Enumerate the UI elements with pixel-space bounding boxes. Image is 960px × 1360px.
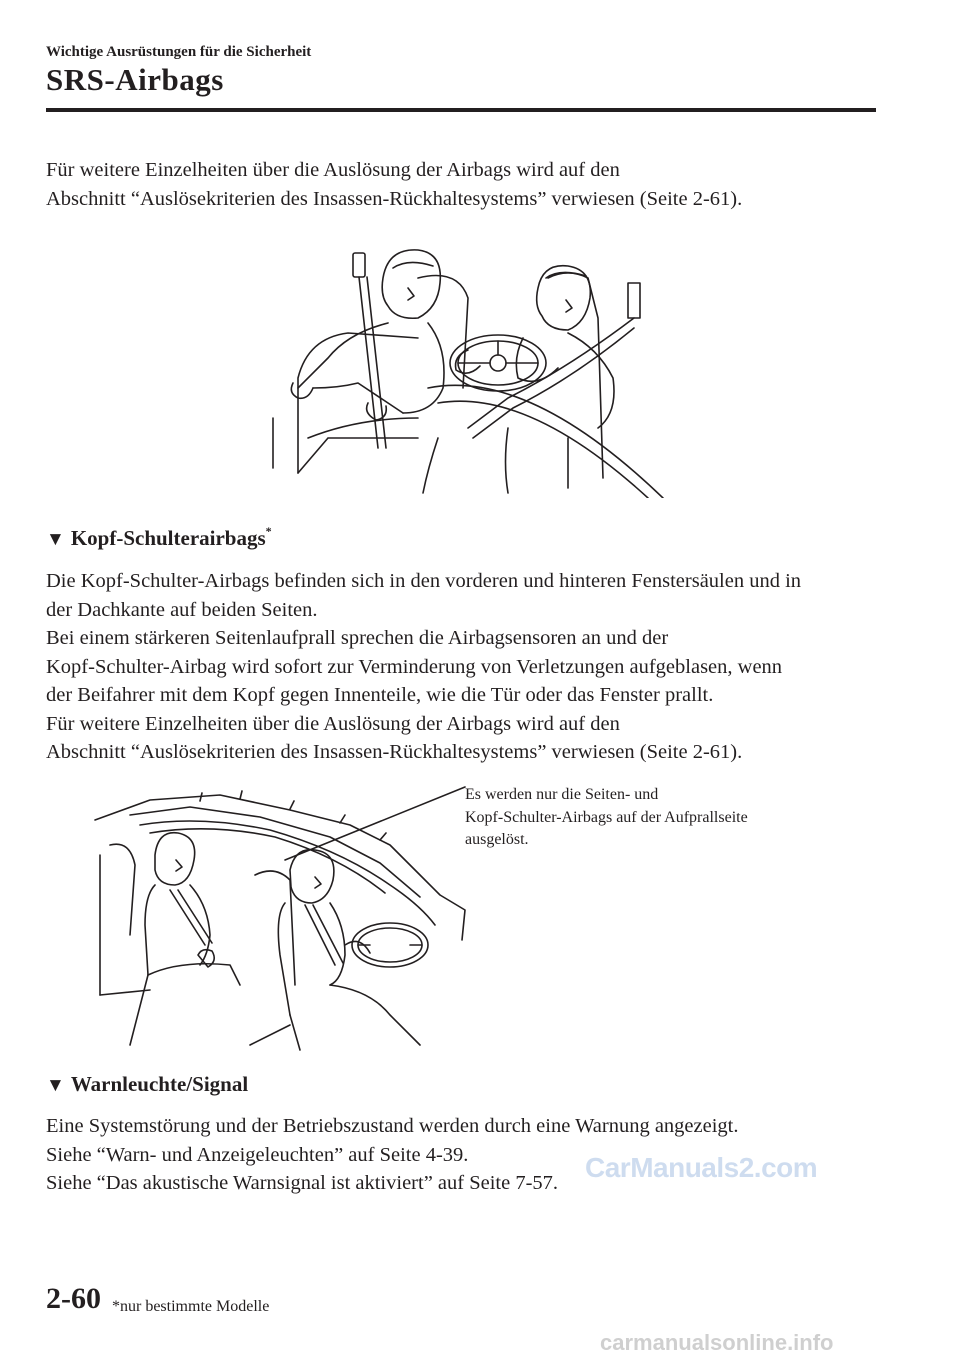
text-line: Abschnitt “Auslösekriterien des Insassen-Rückhaltesystems” verwiesen (Seite 2-61). <box>46 741 743 763</box>
section-title: Kopf-Schulterairbags <box>70 526 266 550</box>
site-watermark: carmanualsonline.info <box>600 1330 834 1355</box>
section-title: Warnleuchte/Signal <box>70 1072 249 1096</box>
front-occupants-illustration <box>268 238 668 498</box>
text-line: der Beifahrer mit dem Kopf gegen Innenteile, wie die Tür oder das Fenster prallt. <box>46 684 714 706</box>
curtain-airbag-illustration <box>90 785 470 1055</box>
caption-line: Es werden nur die Seiten- und <box>465 786 659 803</box>
text-line: Siehe “Das akustische Warnsignal ist aktiviert” auf Seite 7-57. <box>46 1172 559 1194</box>
text-line: Kopf-Schulter-Airbag wird sofort zur Verminderung von Verletzungen aufgeblasen, wenn <box>46 655 783 678</box>
section-heading-curtain-airbags <box>46 526 272 551</box>
caption-line: ausgelöst. <box>465 831 529 848</box>
curtain-airbag-paragraph <box>46 567 886 767</box>
triangle-marker-icon: ▼ <box>46 1075 65 1096</box>
text-line: Die Kopf-Schulter-Airbags befinden sich in den vorderen und hinteren Fenstersäulen und in <box>46 570 802 592</box>
footnote-mark: * <box>265 524 272 538</box>
text-line: Für weitere Einzelheiten über die Auslösung der Airbags wird auf den <box>46 159 620 181</box>
text-line: Für weitere Einzelheiten über die Auslösung der Airbags wird auf den <box>46 712 620 735</box>
text-line: Siehe “Warn- und Anzeigeleuchten” auf Seite 4-39. <box>46 1143 469 1166</box>
chapter-title: SRS-Airbags <box>46 62 224 97</box>
page-number: 2-60 <box>46 1282 101 1315</box>
caption-line: Kopf-Schulter-Airbags auf der Aufprallseite <box>465 808 748 826</box>
text-line: Bei einem stärkeren Seitenlaufprall sprechen die Airbagsensoren an und der <box>46 627 669 649</box>
brand-watermark: CarManuals2.com <box>585 1152 818 1183</box>
text-line: Abschnitt “Auslösekriterien des Insassen-Rückhaltesystems” verwiesen (Seite 2-61). <box>46 187 743 210</box>
footnote: *nur bestimmte Modelle <box>112 1298 270 1315</box>
triangle-marker-icon: ▼ <box>46 529 65 550</box>
section-heading-warning-light <box>46 1072 248 1097</box>
running-head: Wichtige Ausrüstungen für die Sicherheit <box>46 44 312 60</box>
illustration-caption <box>465 784 748 852</box>
text-line: der Dachkante auf beiden Seiten. <box>46 598 318 621</box>
header-rule <box>46 108 876 112</box>
text-line: Eine Systemstörung und der Betriebszustand werden durch eine Warnung angezeigt. <box>46 1115 739 1137</box>
intro-paragraph <box>46 156 886 213</box>
